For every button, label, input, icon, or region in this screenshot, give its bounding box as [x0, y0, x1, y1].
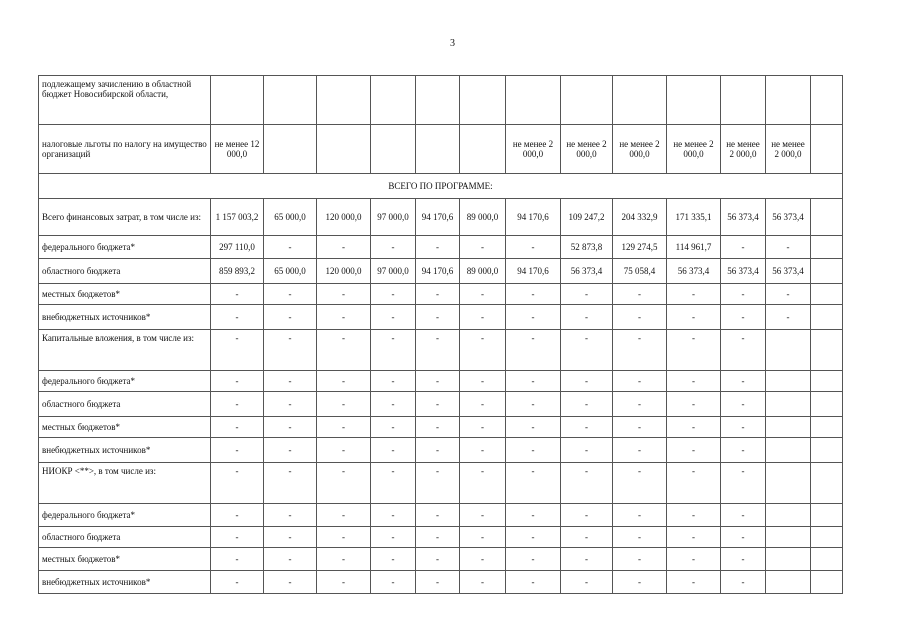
value-cell: - [506, 417, 561, 438]
value-cell: - [264, 548, 317, 571]
value-cell: 89 000,0 [460, 199, 506, 236]
value-cell: 120 000,0 [317, 259, 371, 284]
value-cell: 1 157 003,2 [211, 199, 264, 236]
table-row [39, 392, 843, 417]
value-cell: - [211, 392, 264, 417]
value-cell: - [317, 236, 371, 259]
value-cell: - [317, 330, 371, 371]
value-cell: 94 170,6 [416, 199, 460, 236]
value-cell: - [561, 330, 613, 371]
value-cell: 129 274,5 [613, 236, 667, 259]
table-row [39, 76, 843, 125]
value-cell: - [721, 571, 766, 594]
value-cell [460, 76, 506, 125]
value-cell: - [416, 330, 460, 371]
value-cell: 171 335,1 [667, 199, 721, 236]
value-cell: - [667, 504, 721, 527]
value-cell: - [264, 330, 317, 371]
value-cell: - [561, 527, 613, 548]
value-cell: - [506, 548, 561, 571]
value-cell: - [721, 305, 766, 330]
value-cell: - [264, 371, 317, 392]
value-cell: - [416, 417, 460, 438]
value-cell: - [766, 305, 811, 330]
value-cell: 109 247,2 [561, 199, 613, 236]
value-cell: - [460, 417, 506, 438]
value-cell: - [613, 548, 667, 571]
value-cell: - [506, 527, 561, 548]
value-cell: - [264, 417, 317, 438]
value-cell: 859 893,2 [211, 259, 264, 284]
value-cell: 56 373,4 [561, 259, 613, 284]
value-cell: - [613, 527, 667, 548]
value-cell: - [561, 463, 613, 504]
row-label: внебюджетных источников* [39, 438, 211, 463]
value-cell: - [264, 504, 317, 527]
table-row [39, 174, 843, 199]
value-cell: - [506, 236, 561, 259]
value-cell: - [317, 417, 371, 438]
value-cell: - [613, 417, 667, 438]
value-cell: - [416, 548, 460, 571]
table-row [39, 371, 843, 392]
page-number: 3 [450, 38, 455, 49]
empty-cell [811, 236, 843, 259]
empty-cell [811, 463, 843, 504]
empty-cell [811, 199, 843, 236]
value-cell: - [371, 330, 416, 371]
value-cell: - [371, 305, 416, 330]
value-cell: - [211, 438, 264, 463]
value-cell [667, 76, 721, 125]
value-cell: - [613, 438, 667, 463]
value-cell: - [460, 284, 506, 305]
value-cell: - [317, 548, 371, 571]
value-cell: - [416, 392, 460, 417]
value-cell: - [667, 305, 721, 330]
value-cell: - [460, 236, 506, 259]
table-row [39, 330, 843, 371]
value-cell: - [371, 236, 416, 259]
value-cell: - [211, 504, 264, 527]
row-label: федерального бюджета* [39, 236, 211, 259]
empty-cell [811, 259, 843, 284]
value-cell: - [317, 305, 371, 330]
value-cell [766, 527, 811, 548]
value-cell: - [721, 463, 766, 504]
value-cell [317, 125, 371, 174]
value-cell: не менее 2 000,0 [766, 125, 811, 174]
row-label: НИОКР <**>, в том числе из: [39, 463, 211, 504]
value-cell: - [371, 438, 416, 463]
value-cell: - [667, 571, 721, 594]
value-cell: - [667, 417, 721, 438]
value-cell: - [561, 571, 613, 594]
value-cell: - [506, 392, 561, 417]
empty-cell [811, 330, 843, 371]
value-cell: - [721, 330, 766, 371]
value-cell: 114 961,7 [667, 236, 721, 259]
table-row [39, 417, 843, 438]
value-cell: - [371, 463, 416, 504]
row-label: внебюджетных источников* [39, 571, 211, 594]
value-cell: - [211, 463, 264, 504]
value-cell: 75 058,4 [613, 259, 667, 284]
table-body [39, 76, 843, 594]
value-cell: - [460, 571, 506, 594]
value-cell: 65 000,0 [264, 259, 317, 284]
value-cell: 52 873,8 [561, 236, 613, 259]
value-cell: - [460, 371, 506, 392]
value-cell [766, 417, 811, 438]
value-cell [264, 125, 317, 174]
value-cell: - [613, 305, 667, 330]
row-label: областного бюджета [39, 527, 211, 548]
value-cell: - [371, 417, 416, 438]
value-cell: - [371, 284, 416, 305]
value-cell: - [317, 438, 371, 463]
value-cell: - [264, 305, 317, 330]
value-cell [561, 76, 613, 125]
row-label: Капитальные вложения, в том числе из: [39, 330, 211, 371]
value-cell: - [613, 463, 667, 504]
value-cell: - [264, 284, 317, 305]
value-cell: - [460, 463, 506, 504]
value-cell: - [506, 504, 561, 527]
value-cell [416, 76, 460, 125]
empty-cell [811, 305, 843, 330]
value-cell [766, 76, 811, 125]
value-cell: - [211, 571, 264, 594]
table-row [39, 438, 843, 463]
value-cell: - [613, 504, 667, 527]
table-row [39, 548, 843, 571]
value-cell: - [264, 527, 317, 548]
value-cell: 297 110,0 [211, 236, 264, 259]
value-cell: - [416, 284, 460, 305]
value-cell: - [613, 284, 667, 305]
value-cell: не менее 2 000,0 [721, 125, 766, 174]
value-cell: - [667, 284, 721, 305]
value-cell: - [460, 438, 506, 463]
value-cell: - [613, 392, 667, 417]
value-cell: - [561, 417, 613, 438]
value-cell: - [667, 371, 721, 392]
row-label: местных бюджетов* [39, 417, 211, 438]
value-cell: - [317, 284, 371, 305]
value-cell: - [371, 548, 416, 571]
value-cell: - [721, 438, 766, 463]
value-cell: - [211, 330, 264, 371]
table-row [39, 527, 843, 548]
value-cell: - [721, 236, 766, 259]
value-cell: - [371, 392, 416, 417]
value-cell: - [766, 284, 811, 305]
value-cell: - [416, 305, 460, 330]
value-cell [766, 504, 811, 527]
value-cell: - [667, 527, 721, 548]
value-cell: - [211, 371, 264, 392]
table-row [39, 571, 843, 594]
value-cell [766, 548, 811, 571]
value-cell: - [613, 330, 667, 371]
value-cell: 89 000,0 [460, 259, 506, 284]
value-cell: не менее 12 000,0 [211, 125, 264, 174]
value-cell: - [721, 371, 766, 392]
empty-cell [811, 571, 843, 594]
value-cell: - [371, 571, 416, 594]
value-cell [613, 76, 667, 125]
value-cell: - [506, 330, 561, 371]
section-heading: ВСЕГО ПО ПРОГРАММЕ: [39, 174, 843, 199]
value-cell [460, 125, 506, 174]
value-cell: - [317, 371, 371, 392]
row-label: областного бюджета [39, 259, 211, 284]
value-cell: 56 373,4 [721, 199, 766, 236]
value-cell: - [721, 417, 766, 438]
value-cell: 97 000,0 [371, 199, 416, 236]
value-cell: - [561, 284, 613, 305]
value-cell: - [561, 305, 613, 330]
value-cell: не менее 2 000,0 [506, 125, 561, 174]
value-cell: - [317, 571, 371, 594]
value-cell: - [264, 571, 317, 594]
value-cell: - [506, 463, 561, 504]
value-cell: - [721, 284, 766, 305]
value-cell: - [506, 371, 561, 392]
row-label: Всего финансовых затрат, в том числе из: [39, 199, 211, 236]
value-cell: - [561, 392, 613, 417]
value-cell: - [506, 305, 561, 330]
empty-cell [811, 125, 843, 174]
value-cell: - [667, 463, 721, 504]
value-cell: - [613, 371, 667, 392]
value-cell: не менее 2 000,0 [613, 125, 667, 174]
value-cell: - [766, 236, 811, 259]
value-cell: - [561, 548, 613, 571]
empty-cell [811, 548, 843, 571]
value-cell: - [371, 371, 416, 392]
value-cell [766, 392, 811, 417]
value-cell [766, 571, 811, 594]
value-cell: - [667, 392, 721, 417]
value-cell [264, 76, 317, 125]
row-label: федерального бюджета* [39, 504, 211, 527]
empty-cell [811, 527, 843, 548]
value-cell [766, 330, 811, 371]
value-cell: - [416, 236, 460, 259]
value-cell: - [460, 548, 506, 571]
value-cell [766, 463, 811, 504]
empty-cell [811, 284, 843, 305]
value-cell: - [264, 392, 317, 417]
row-label: подлежащему зачислению в областной бюджет Новосибирской области, [39, 76, 211, 125]
table-row [39, 199, 843, 236]
table-row [39, 236, 843, 259]
table-row [39, 259, 843, 284]
value-cell: - [667, 548, 721, 571]
value-cell: - [721, 392, 766, 417]
value-cell: - [721, 548, 766, 571]
value-cell [766, 371, 811, 392]
value-cell: 56 373,4 [766, 199, 811, 236]
value-cell: 56 373,4 [766, 259, 811, 284]
value-cell: - [317, 527, 371, 548]
table-row [39, 463, 843, 504]
value-cell: - [211, 527, 264, 548]
value-cell: 94 170,6 [506, 259, 561, 284]
value-cell [721, 76, 766, 125]
row-label: областного бюджета [39, 392, 211, 417]
value-cell: - [460, 305, 506, 330]
value-cell: - [211, 548, 264, 571]
value-cell [371, 125, 416, 174]
value-cell: не менее 2 000,0 [561, 125, 613, 174]
empty-cell [811, 504, 843, 527]
value-cell: - [371, 504, 416, 527]
value-cell: - [561, 438, 613, 463]
value-cell [766, 438, 811, 463]
row-label: федерального бюджета* [39, 371, 211, 392]
value-cell: - [264, 236, 317, 259]
value-cell: - [460, 330, 506, 371]
empty-cell [811, 438, 843, 463]
value-cell: - [416, 371, 460, 392]
value-cell: - [667, 330, 721, 371]
value-cell: - [561, 371, 613, 392]
value-cell: - [416, 438, 460, 463]
value-cell: 97 000,0 [371, 259, 416, 284]
value-cell: - [416, 571, 460, 594]
table-row [39, 305, 843, 330]
value-cell: - [317, 504, 371, 527]
value-cell: - [667, 438, 721, 463]
value-cell: - [416, 527, 460, 548]
value-cell: - [460, 504, 506, 527]
empty-cell [811, 417, 843, 438]
table-row [39, 504, 843, 527]
value-cell [317, 76, 371, 125]
value-cell: - [264, 463, 317, 504]
value-cell: - [506, 284, 561, 305]
empty-cell [811, 392, 843, 417]
program-funding-table [38, 75, 843, 594]
value-cell: не менее 2 000,0 [667, 125, 721, 174]
row-label: местных бюджетов* [39, 284, 211, 305]
value-cell: - [416, 504, 460, 527]
empty-cell [811, 371, 843, 392]
value-cell: - [506, 438, 561, 463]
empty-cell [811, 76, 843, 125]
value-cell: - [460, 392, 506, 417]
value-cell: - [211, 305, 264, 330]
value-cell: 94 170,6 [416, 259, 460, 284]
value-cell: - [561, 504, 613, 527]
value-cell [211, 76, 264, 125]
value-cell: - [317, 392, 371, 417]
row-label: внебюджетных источников* [39, 305, 211, 330]
value-cell: 120 000,0 [317, 199, 371, 236]
value-cell [416, 125, 460, 174]
table-row [39, 125, 843, 174]
value-cell [506, 76, 561, 125]
row-label: налоговые льготы по налогу на имущество организаций [39, 125, 211, 174]
value-cell: 56 373,4 [667, 259, 721, 284]
value-cell: 204 332,9 [613, 199, 667, 236]
value-cell: 56 373,4 [721, 259, 766, 284]
value-cell: - [371, 527, 416, 548]
value-cell: - [613, 571, 667, 594]
value-cell: - [721, 527, 766, 548]
value-cell: - [416, 463, 460, 504]
value-cell: - [506, 571, 561, 594]
value-cell: - [460, 527, 506, 548]
value-cell: - [211, 417, 264, 438]
value-cell: - [211, 284, 264, 305]
value-cell: 94 170,6 [506, 199, 561, 236]
value-cell: - [317, 463, 371, 504]
value-cell: 65 000,0 [264, 199, 317, 236]
value-cell: - [264, 438, 317, 463]
table-row [39, 284, 843, 305]
value-cell [371, 76, 416, 125]
value-cell: - [721, 504, 766, 527]
row-label: местных бюджетов* [39, 548, 211, 571]
